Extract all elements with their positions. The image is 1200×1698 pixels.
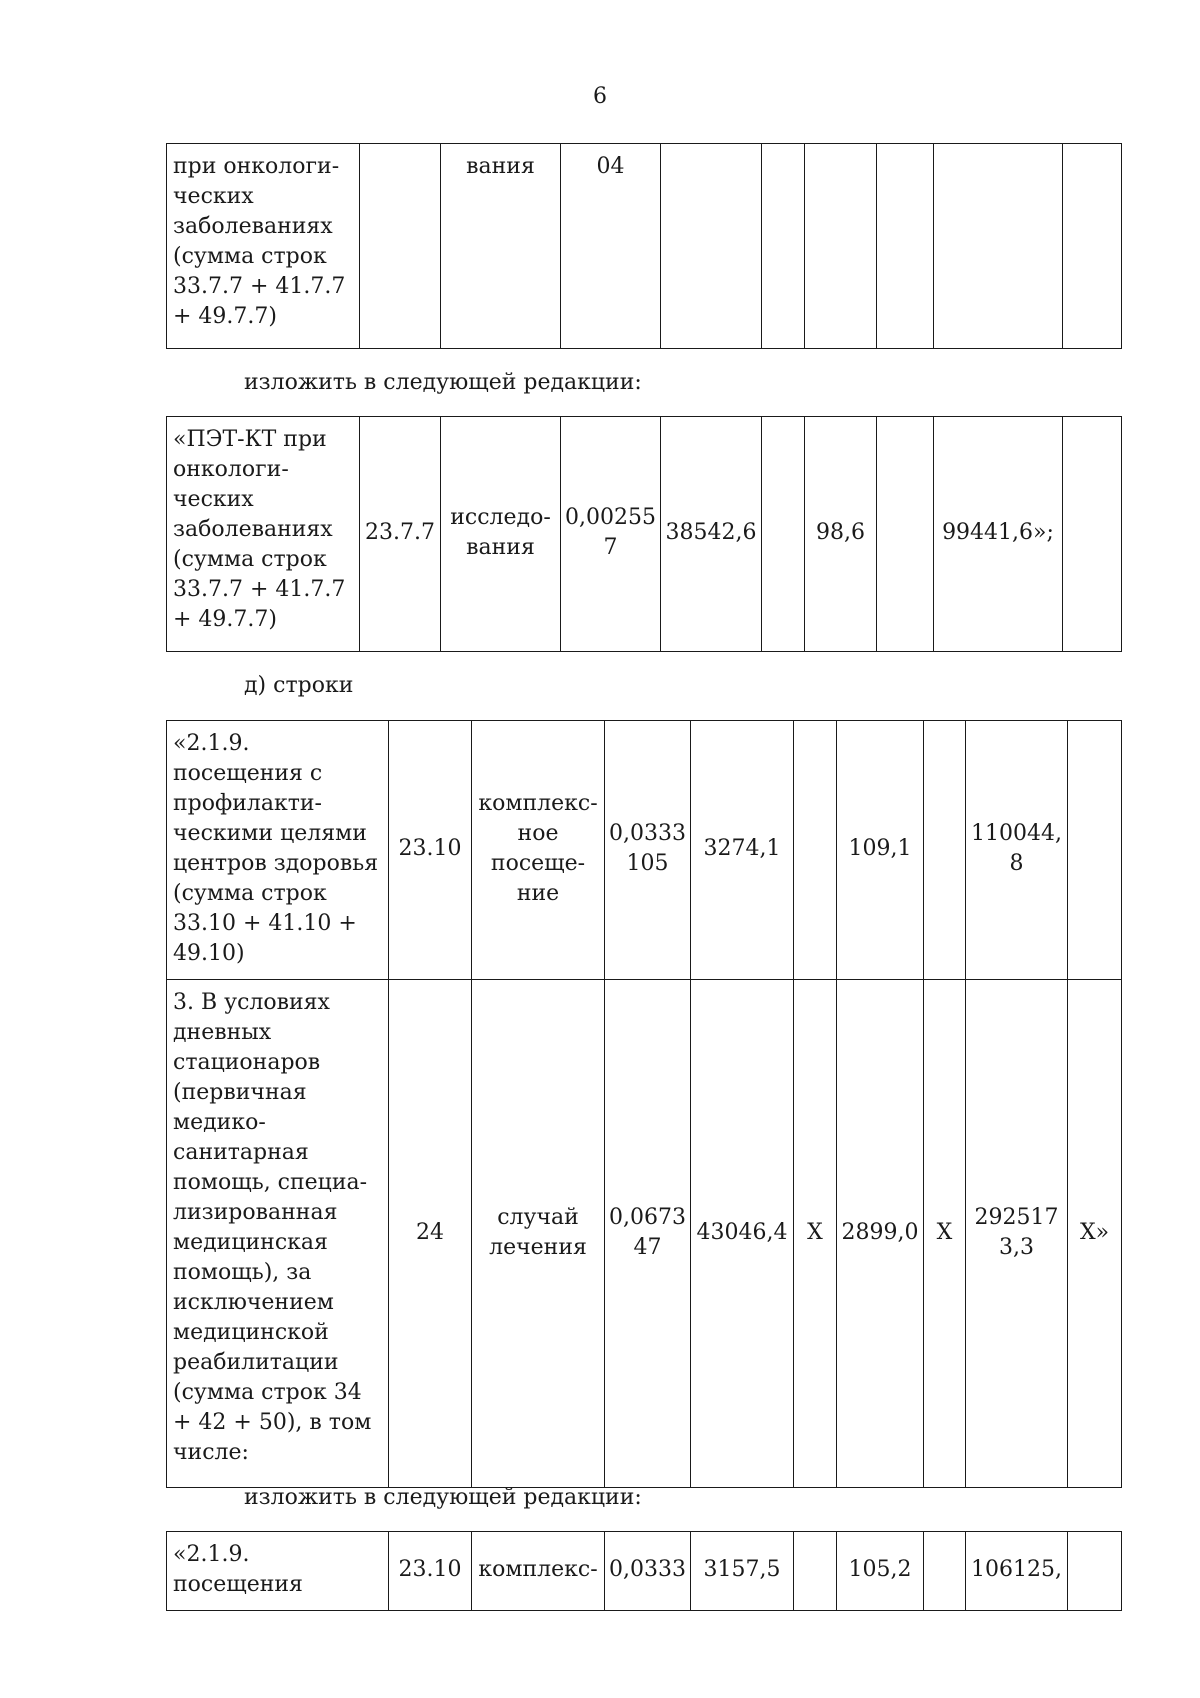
table-cell: 110044, 8 [966,721,1068,980]
table-cell [762,417,805,652]
table-cell: «2.1.9. посещения [167,1532,389,1611]
table-cell: 106125, [966,1532,1068,1611]
table-cell [1063,417,1122,652]
table-cell [661,144,762,349]
table-cell [1068,721,1122,980]
table-cell: исследо- вания [441,417,561,652]
table-cell [1068,1532,1122,1611]
table-cell: 105,2 [837,1532,924,1611]
table-cell: комплекс- ное посеще- ние [472,721,605,980]
paragraph-item-d: д) строки [244,673,354,698]
table-cell: 04 [561,144,661,349]
table-cell: случай лечения [472,980,605,1488]
table-cell: 3. В условиях дневных стационаров (первичная медико- санитарная помощь, специа- лизированная медицинская помощь), за исключением медицинской реабилитации (сумма строк 34 + 42 + 50), в том числе: [167,980,389,1488]
table-cell: при онкологи- ческих заболеваниях (сумма строк 33.7.7 + 41.7.7 + 49.7.7) [167,144,360,349]
table-cell: 99441,6»; [934,417,1063,652]
table-row [167,417,1122,652]
table-cell: 43046,4 [691,980,794,1488]
table-cell: 3274,1 [691,721,794,980]
table-cell [877,417,934,652]
table-cell: 3157,5 [691,1532,794,1611]
table-cell [360,144,441,349]
table-cell: вания [441,144,561,349]
table-row [167,721,1122,980]
table-cell: 98,6 [805,417,877,652]
table-cell: X [794,980,837,1488]
table-continuation [166,143,1122,349]
table-cell: X» [1068,980,1122,1488]
table-cell: X [924,980,966,1488]
table-cell: 109,1 [837,721,924,980]
table-cell [877,144,934,349]
table-cell [762,144,805,349]
table-rows-new [166,1531,1122,1611]
table-cell: комплекс- [472,1532,605,1611]
table-cell: 23.10 [389,721,472,980]
table-cell: 23.10 [389,1532,472,1611]
table-row [167,144,1122,349]
table-cell [924,1532,966,1611]
table-cell [1063,144,1122,349]
table-cell [794,1532,837,1611]
table-cell: 23.7.7 [360,417,441,652]
table-cell: «2.1.9. посещения с профилакти- ческими целями центров здоровья (сумма строк 33.10 + 41.10 + 49.10) [167,721,389,980]
table-cell: «ПЭТ-КТ при онкологи- ческих заболеваниях (сумма строк 33.7.7 + 41.7.7 + 49.7.7) [167,417,360,652]
page-number: 6 [593,84,607,109]
table-cell: 0,0673 47 [605,980,691,1488]
table-cell: 24 [389,980,472,1488]
table-pet-ct [166,416,1122,652]
table-cell [805,144,877,349]
paragraph-edit-instruction: изложить в следующей редакции: [244,370,642,395]
table-cell [934,144,1063,349]
table-cell: 292517 3,3 [966,980,1068,1488]
table-cell: 2899,0 [837,980,924,1488]
table-row [167,1532,1122,1611]
table-cell [924,721,966,980]
table-cell: 0,0333 105 [605,721,691,980]
table-cell: 38542,6 [661,417,762,652]
table-cell: 0,00255 7 [561,417,661,652]
table-rows-old [166,720,1122,1488]
table-cell [794,721,837,980]
table-row [167,980,1122,1488]
paragraph-edit-instruction: изложить в следующей редакции: [244,1485,642,1510]
table-cell: 0,0333 [605,1532,691,1611]
